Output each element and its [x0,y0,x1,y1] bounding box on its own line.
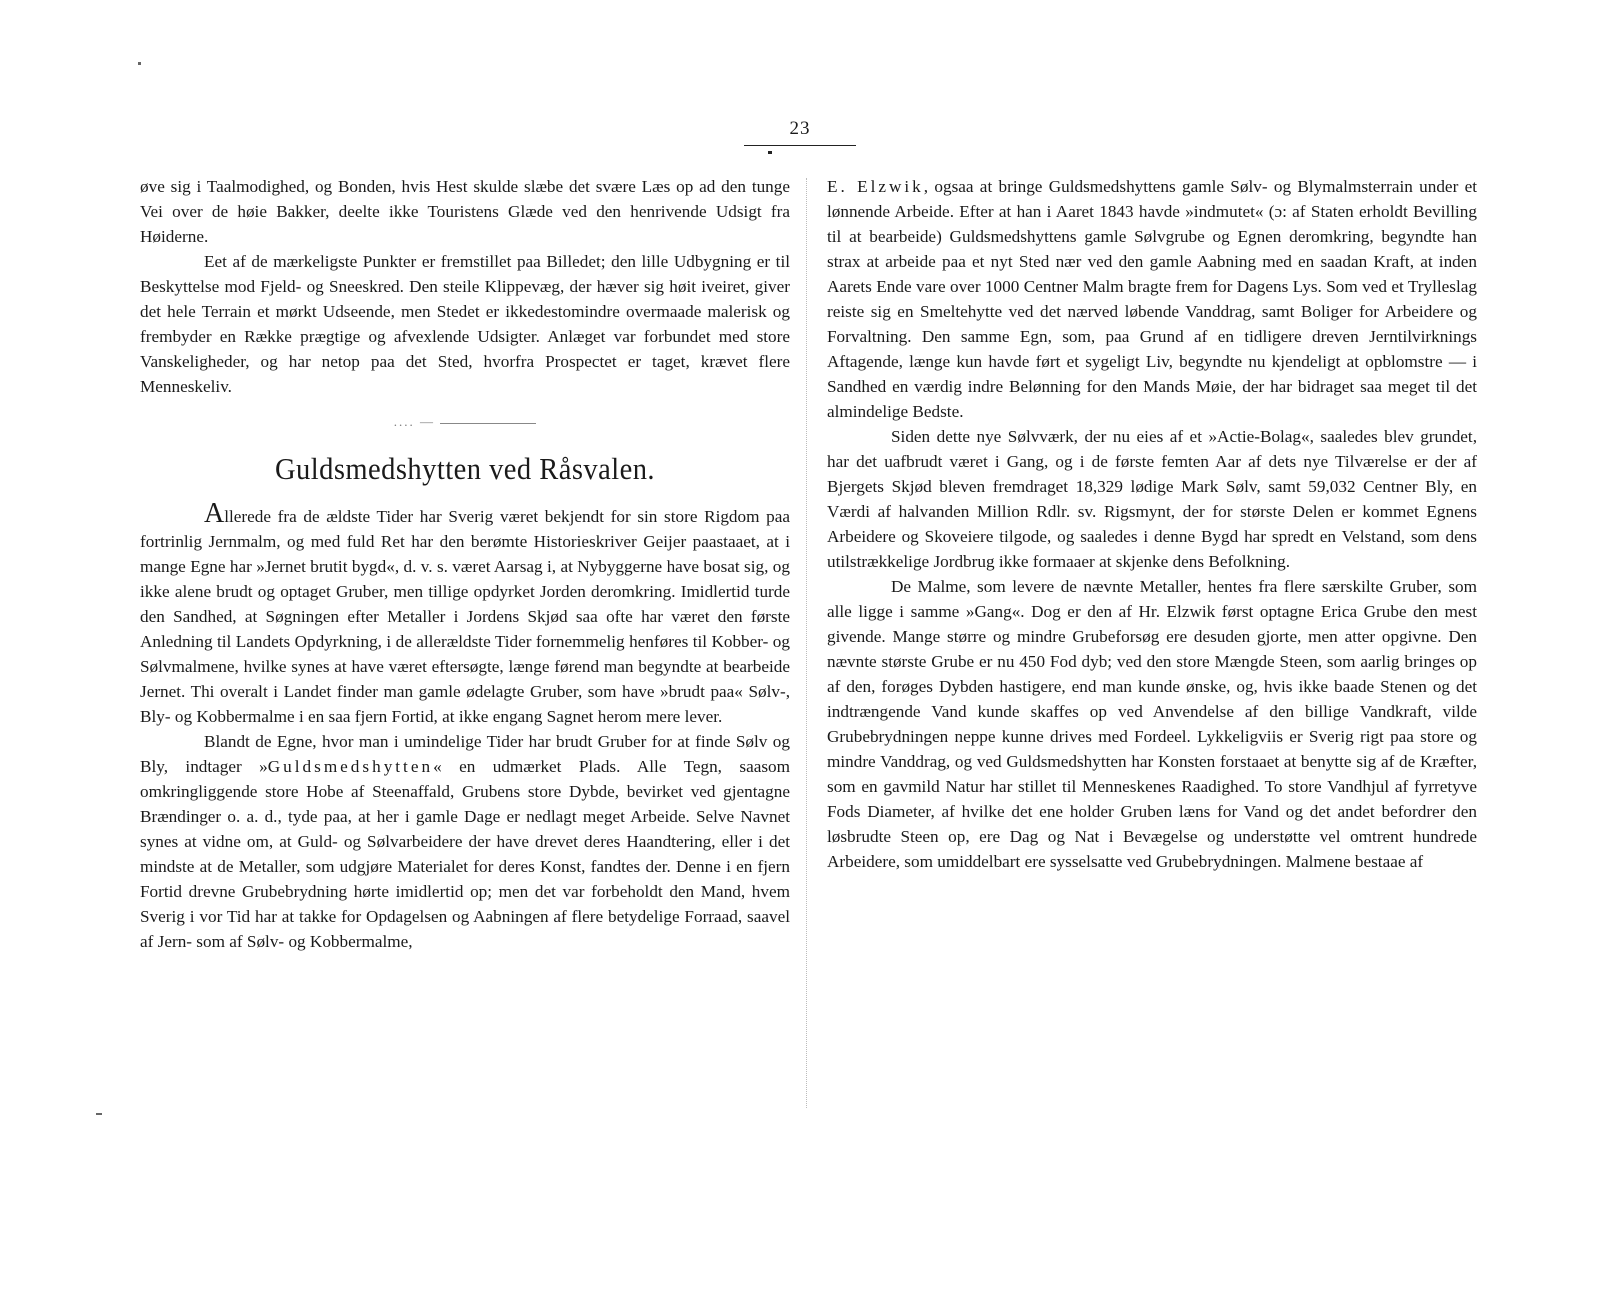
paragraph: Eet af de mærkeligste Punkter er fremstillet paa Billedet; den lille Udbygning er til Beskyttelse mod Fjeld- og Sneeskred. Den steile Klippevæg, der hæver sig høit iveiret, giver det hele Terrain et mørkt Udseende, men Stedet er ikkedestomindre overmaade malerisk og frembyder en Række prægtige og afvexlende Udsigter. Anlæget var forbundet med store Vanskeligheder, og har netop paa det Sted, hvorfra Prospectet er taget, krævet flere Menneskeliv. [140,252,790,396]
right-column [827,174,1477,874]
drop-capital: A [204,498,225,529]
paragraph: De Malme, som levere de nævnte Metaller, hentes fra flere særskilte Gruber, som alle ligge i samme »Gang«. Dog er den af Hr. Elzwik først optagne Erica Grube den mest givende. Mange større og mindre Grubeforsøg ere desuden gjorte, men atter opgivne. Den nævnte største Grube er nu 450 Fod dyb; ved den store Mængde Steen, som aarlig bringes op af den, forøges Dybden hastigere, end man kunde ønske, og, hvis ikke baade Stenen og det indtrængende Vand kunde skaffes op ved Anvendelse af den billige Vandkraft, vilde Grubebrydningen neppe kunne drives med Fordeel. Lykkeligviis er Sverig rigt paa store og mindre Vanddrag, og ved Guldsmedshytten har Konsten forstaaet at benytte sig af de Kræfter, som en gavmild Natur har stillet til Menneskenes Raadighed. To store Vandhjul af fyrretyve Fods Diameter, af hvilke det ene holder Gruben læns for Vand og det andet befordrer den løsbrudte Steen op, ere Dag og Nat i Bevægelse og understøtte vel omtrent hundrede Arbeidere, som umiddelbart ere sysselsatte ved Grubebrydningen. Malmene bestaae af [827,577,1477,871]
paragraph-text: « en udmærket Plads. Alle Tegn, saasom omkringliggende store Hobe af Steenaffald, Grubens store Dybde, bevirket ved gjentagne Brændinger o. a. d., tyde paa, at her i gamle Dage er nedlagt meget Arbeide. Selve Navnet synes at vidne om, at Guld- og Sølvarbeidere der have drevet deres Haandtering, eller i det mindste at de Metaller, som udgjøre Materialet for deres Konst, fandtes der. Denne i en fjern Fortid drevne Grubebrydning hørte imidlertid op; men det var forbeholdt den Mand, hvem Sverig i vor Tid har at takke for Opdagelsen og Aabningen af flere betydelige Forraad, saavel af Jern- som af Sølv- og Kobbermalme, [140,757,790,951]
left-column [140,174,790,954]
paragraph [827,174,1477,424]
margin-mark-top [138,62,141,65]
paragraph-text: Blandt de Egne, hvor man i umindelige Tider har brudt Gruber for at finde Sølv og Bly, indtager » [140,732,790,776]
paragraph: Siden dette nye Sølvværk, der nu eies af et »Actie-Bolag«, saaledes blev grundet, har det uafbrudt været i Gang, og i de første femten Aar af dets nye Tilværelse er der af Bjergets Skjød bleven fremdraget 18,329 lødige Mark Sølv, samt 59,032 Centner Bly, en Værdi af halvanden Million Rdlr. sv. Rigsmynt, der for største Delen er kommet Egnens Arbeidere og Skoveiere tilgode, og saaledes i denne Bygd har spredt en Velstand, som dens utilstrækkelige Jordbrug ikke formaaer at skjenke dens Befolkning. [827,427,1477,571]
page-number: 23 [789,118,811,139]
column-divider [806,178,807,1108]
paragraph [140,498,790,729]
header-rule [744,145,856,146]
person-name-spaced: E. Elzwik [827,177,924,196]
separator-dash: — [420,414,435,429]
intro-paragraph: øve sig i Taalmodighed, og Bonden, hvis Hest skulde slæbe det svære Læs op ad den tunge Vei over de høie Bakker, deelte ikke Touristens Glæde ved den henrivende Udsigt fra Høiderne. [140,177,790,246]
paragraph-text: llerede fra de ældste Tider har Sverig været bekjendt for sin store Rigdom paa fortrinlig Jernmalm, og med fuld Ret har den berømte Historieskriver Geijer paastaaet, at i mange Egne har »Jernet brutit bygd«, d. v. s. været Aarsag i, at Nybyggerne have bosat sig, og ikke alene brudt og optaget Gruber, men tillige opdyrket Jorden deromkring. Imidlertid turde den Sandhed, at Søgningen efter Metaller i Jordens Skjød saa ofte har været den første Anledning til Landets Opdyrkning, i de allerældste Tider fornemmelig henføres til Kobber- og Sølvmalmene, hvilke synes at have været eftersøgte, længe førend man begyndte at bearbeide Jernet. Thi overalt i Landet finder man gamle ødelagte Gruber, som have »brudt paa« Sølv-, Bly- og Kobbermalme i en saa fjern Fortid, at ikke engang Sagnet herom mere lever. [140,507,790,726]
place-name-spaced: Guldsmedshytten [267,757,434,776]
paragraph-text: , ogsaa at bringe Guldsmedshyttens gamle Sølv- og Blymalmsterrain under et lønnende Arbeide. Efter at han i Aaret 1843 havde »indmutet« (ɔ: af Staten erholdt Bevilling til at bearbeide) Guldsmedshyttens gamle Sølvgrube og Egnen deromkring, begyndte han strax at arbeide paa et nyt Sted nær ved den gamle Aabning med en saadan Kraft, at inden Aarets Ende vare over 1000 Centner Malm bragte frem for Dagens Lys. Som ved et Trylleslag reiste sig en Smeltehytte ved det nærved løbende Vanddrag, samt Boliger for Arbeidere og Forvaltning. Den samme Egn, som, paa Grund af en tidligere dreven Jerntilvirknings Aftagende, længe kun havde ført et sygeligt Liv, begyndte nu kjendeligt at opblomstre — i Sandhed en værdig indre Belønning for den Mands Møie, der har bidraget saa meget til det almindelige Bedste. [827,177,1477,421]
section-separator [140,413,790,431]
paragraph [140,729,790,954]
margin-mark-bottom [96,1113,102,1115]
header-dot [768,151,772,154]
separator-dots: .... [393,414,415,429]
separator-bar [440,423,536,424]
article-title: Guldsmedshytten ved Råsvalen. [274,451,656,486]
